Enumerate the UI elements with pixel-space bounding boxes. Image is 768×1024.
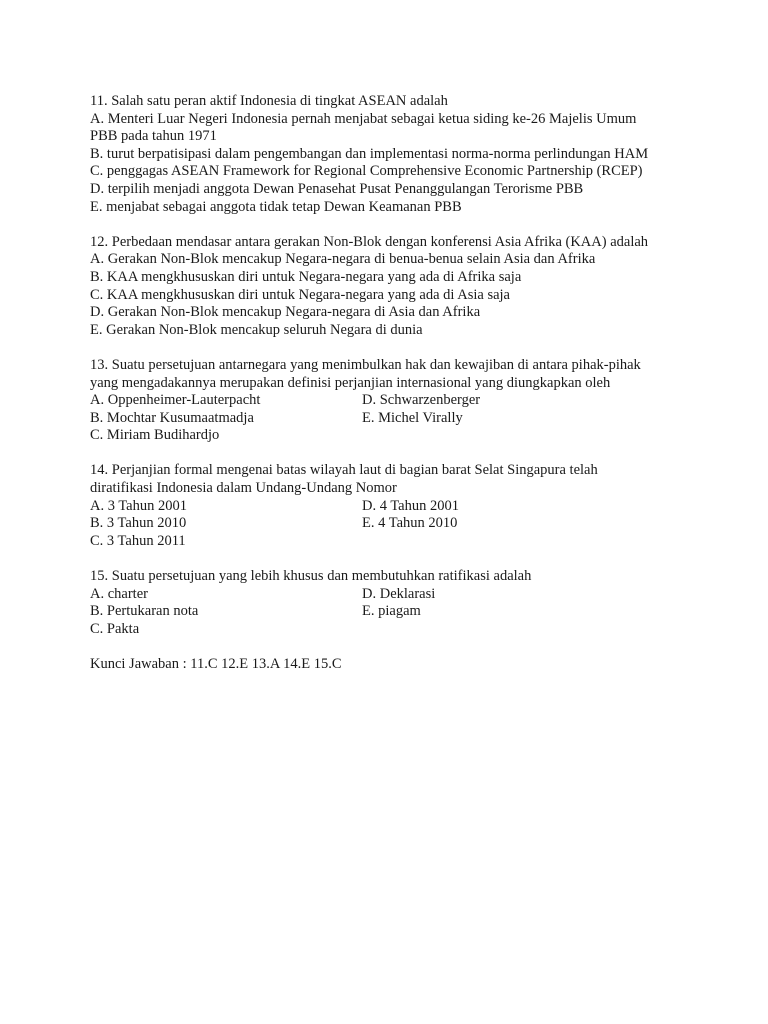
document-page xyxy=(90,93,690,674)
option-row xyxy=(90,621,690,639)
option-d: D. Deklarasi xyxy=(362,585,436,602)
option-c: C. KAA mengkhususkan diri untuk Negara-negara yang ada di Asia saja xyxy=(90,286,510,303)
question-stem-continuation: diratifikasi Indonesia dalam Undang-Undang Nomor xyxy=(90,480,397,497)
question-12 xyxy=(90,234,690,340)
question-stem-continuation: yang mengadakannya merupakan definisi perjanjian internasional yang diungkapkan oleh xyxy=(90,374,611,391)
option-a: A. 3 Tahun 2001 xyxy=(90,497,187,514)
option-c: C. Pakta xyxy=(90,620,140,637)
option-e: E. 4 Tahun 2010 xyxy=(362,515,458,532)
option-a: A. Gerakan Non-Blok mencakup Negara-negara di benua-benua selain Asia dan Afrika xyxy=(90,251,596,268)
question-15 xyxy=(90,568,690,638)
question-stem: 14. Perjanjian formal mengenai batas wilayah laut di bagian barat Selat Singapura telah xyxy=(90,462,598,479)
option-d: D. terpilih menjadi anggota Dewan Penasehat Pusat Penanggulangan Terorisme PBB xyxy=(90,180,584,197)
question-stem: 15. Suatu persetujuan yang lebih khusus dan membutuhkan ratifikasi adalah xyxy=(90,568,532,585)
question-14 xyxy=(90,462,690,550)
option-e: E. piagam xyxy=(362,603,421,620)
option-row xyxy=(90,392,690,410)
option-a-continuation: PBB pada tahun 1971 xyxy=(90,128,217,145)
option-e: E. Gerakan Non-Blok mencakup seluruh Negara di dunia xyxy=(90,321,423,338)
option-c: C. 3 Tahun 2011 xyxy=(90,532,186,549)
option-row xyxy=(90,498,690,516)
option-d: D. Gerakan Non-Blok mencakup Negara-negara di Asia dan Afrika xyxy=(90,304,481,321)
option-c: C. Miriam Budihardjo xyxy=(90,427,220,444)
question-11 xyxy=(90,93,690,216)
option-d: D. Schwarzenberger xyxy=(362,392,481,409)
option-a: A. charter xyxy=(90,585,148,602)
option-e: E. menjabat sebagai anggota tidak tetap Dewan Keamanan PBB xyxy=(90,198,462,215)
option-b: B. Pertukaran nota xyxy=(90,603,199,620)
option-b: B. KAA mengkhususkan diri untuk Negara-negara yang ada di Afrika saja xyxy=(90,268,522,285)
question-13 xyxy=(90,357,690,445)
option-b: B. Mochtar Kusumaatmadja xyxy=(90,409,254,426)
option-e: E. Michel Virally xyxy=(362,409,463,426)
option-b: B. 3 Tahun 2010 xyxy=(90,515,187,532)
question-stem: 13. Suatu persetujuan antarnegara yang menimbulkan hak dan kewajiban di antara pihak-pihak xyxy=(90,356,641,373)
option-row xyxy=(90,410,690,428)
option-row xyxy=(90,603,690,621)
option-c: C. penggagas ASEAN Framework for Regional Comprehensive Economic Partnership (RCEP) xyxy=(90,163,643,180)
option-b: B. turut berpatisipasi dalam pengembangan dan implementasi norma-norma perlindungan HAM xyxy=(90,145,649,162)
option-row xyxy=(90,515,690,533)
answer-key: Kunci Jawaban : 11.C 12.E 13.A 14.E 15.C xyxy=(90,656,342,672)
option-a: A. Oppenheimer-Lauterpacht xyxy=(90,392,261,409)
option-d: D. 4 Tahun 2001 xyxy=(362,497,459,514)
question-stem: 12. Perbedaan mendasar antara gerakan Non-Blok dengan konferensi Asia Afrika (KAA) adalah xyxy=(90,233,649,250)
option-row xyxy=(90,427,690,445)
option-a: A. Menteri Luar Negeri Indonesia pernah menjabat sebagai ketua siding ke-26 Majelis Umum xyxy=(90,110,637,127)
option-row xyxy=(90,586,690,604)
option-row xyxy=(90,533,690,551)
question-stem: 11. Salah satu peran aktif Indonesia di tingkat ASEAN adalah xyxy=(90,93,448,109)
